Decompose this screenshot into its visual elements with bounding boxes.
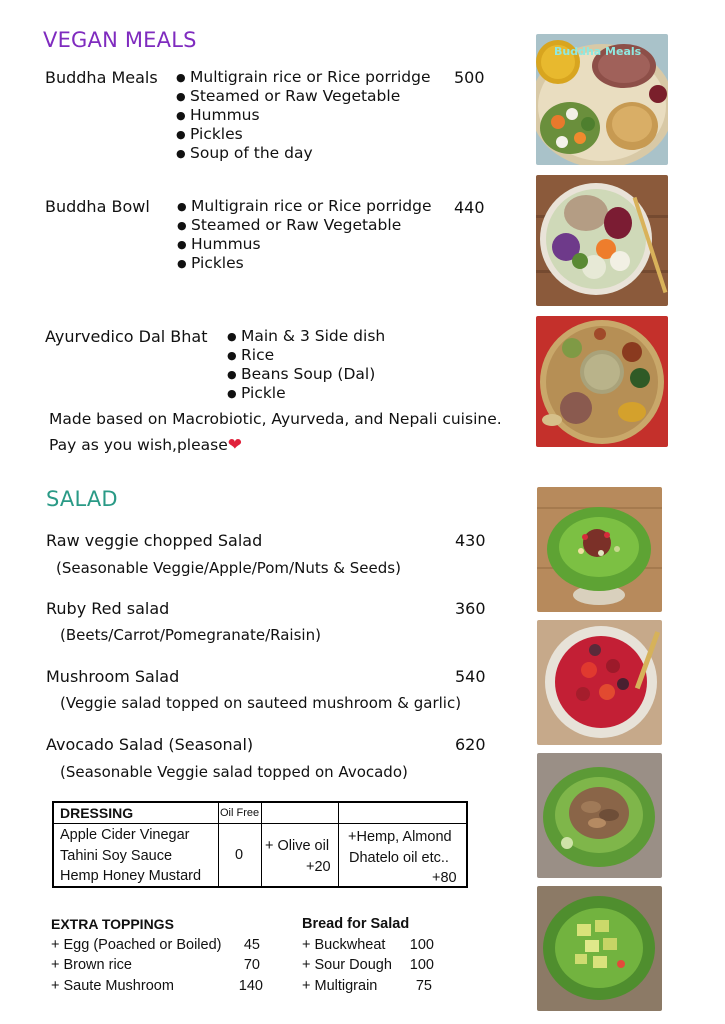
hemp-oil-price: +80 [432,870,457,886]
dressing-option: Hemp Honey Mustard [60,868,202,884]
list-item [302,976,434,997]
buddha-meals-bullets [176,68,430,163]
list-item [51,935,266,956]
pay-note-text: Pay as you wish,please [49,436,228,454]
dressing-header: DRESSING [60,805,134,821]
salad-title: SALAD [46,487,118,511]
list-item [302,935,434,956]
list-item: ● Steamed or Raw Vegetable [176,87,430,106]
list-item: ● Pickle [227,384,385,403]
topping-name: + Brown rice [51,957,132,973]
bread-name: + Buckwheat [302,936,386,953]
avocado-salad-name: Avocado Salad (Seasonal) [46,735,254,754]
dressing-table [52,801,468,888]
list-item: ● Steamed or Raw Vegetable [177,216,431,235]
buddha-bowl-bullets [177,197,431,273]
list-item [51,976,266,997]
list-item: ● Pickles [176,125,430,144]
table-divider [54,823,466,824]
topping-name: + Egg (Poached or Boiled) [51,936,222,953]
mushroom-salad-name: Mushroom Salad [46,667,180,686]
mushroom-salad-desc: (Veggie salad topped on sauteed mushroom & garlic) [60,694,462,712]
raw-veggie-salad-desc: (Seasonable Veggie/Apple/Pom/Nuts & Seeds) [56,559,401,577]
table-divider [261,803,262,886]
list-item: ● Pickles [177,254,431,273]
raw-veggie-salad-name: Raw veggie chopped Salad [46,531,263,550]
bread-price: 100 [409,936,434,953]
dressing-option: Tahini Soy Sauce [60,847,173,864]
buddha-bowl-photo [536,175,668,306]
cuisine-note: Made based on Macrobiotic, Ayurveda, and Nepali cuisine. [49,410,502,428]
dressing-option: Apple Cider Vinegar [60,827,190,843]
hemp-oil-label-2: Dhatelo oil etc.. [349,849,449,866]
extra-toppings-block [51,914,266,996]
buddha-bowl-name: Buddha Bowl [45,197,150,216]
list-item: ● Beans Soup (Dal) [227,365,385,384]
bread-title: Bread for Salad [302,916,410,932]
bread-name: + Sour Dough [302,957,392,973]
dal-bhat-photo [536,316,668,447]
list-item: ● Multigrain rice or Rice porridge [176,68,430,87]
vegan-meals-title: VEGAN MEALS [43,28,197,52]
list-item: ● Main & 3 Side dish [227,327,385,346]
topping-price: 70 [243,957,260,973]
olive-oil-price: +20 [306,859,331,875]
bread-price: 75 [415,977,432,994]
raw-veggie-salad-price: 430 [455,531,486,550]
dal-bhat-bullets [227,327,385,403]
ruby-red-salad-desc: (Beets/Carrot/Pomegranate/Raisin) [60,626,321,644]
topping-name: + Saute Mushroom [51,977,174,994]
bread-name: + Multigrain [302,977,378,994]
hemp-oil-label: +Hemp, Almond [348,829,452,845]
photo-label: Buddha Meals [554,45,642,58]
topping-price: 45 [243,936,260,953]
ruby-red-salad-name: Ruby Red salad [46,599,170,618]
mushroom-salad-photo [537,753,662,878]
list-item: ● Rice [227,346,385,365]
topping-price: 140 [238,977,263,994]
dal-bhat-name: Ayurvedico Dal Bhat [45,327,208,346]
list-item: ● Multigrain rice or Rice porridge [177,197,431,216]
olive-oil-label: + Olive oil [265,838,330,854]
list-item: ● Hummus [176,106,430,125]
avocado-salad-price: 620 [455,735,486,754]
buddha-bowl-price: 440 [454,198,485,217]
table-divider [218,803,219,886]
oil-free-price: 0 [235,847,244,863]
buddha-meals-price: 500 [454,68,485,87]
list-item: ● Hummus [177,235,431,254]
raw-veggie-salad-photo [537,487,662,612]
ruby-red-salad-photo [537,620,662,745]
buddha-meals-photo [536,34,668,165]
list-item: ● Soup of the day [176,144,430,163]
heart-icon: ❤ [227,435,243,455]
list-item [51,955,266,976]
extra-toppings-title: EXTRA TOPPINGS [51,916,174,932]
pay-as-you-wish-note [49,435,242,455]
bread-price: 100 [409,957,434,973]
mushroom-salad-price: 540 [455,667,486,686]
oil-free-header: Oil Free [220,807,260,819]
buddha-meals-name: Buddha Meals [45,68,158,87]
avocado-salad-photo [537,886,662,1011]
ruby-red-salad-price: 360 [455,599,486,618]
bread-block [302,914,434,996]
avocado-salad-desc: (Seasonable Veggie salad topped on Avocado) [60,763,408,781]
table-divider [338,803,339,886]
list-item [302,955,434,976]
